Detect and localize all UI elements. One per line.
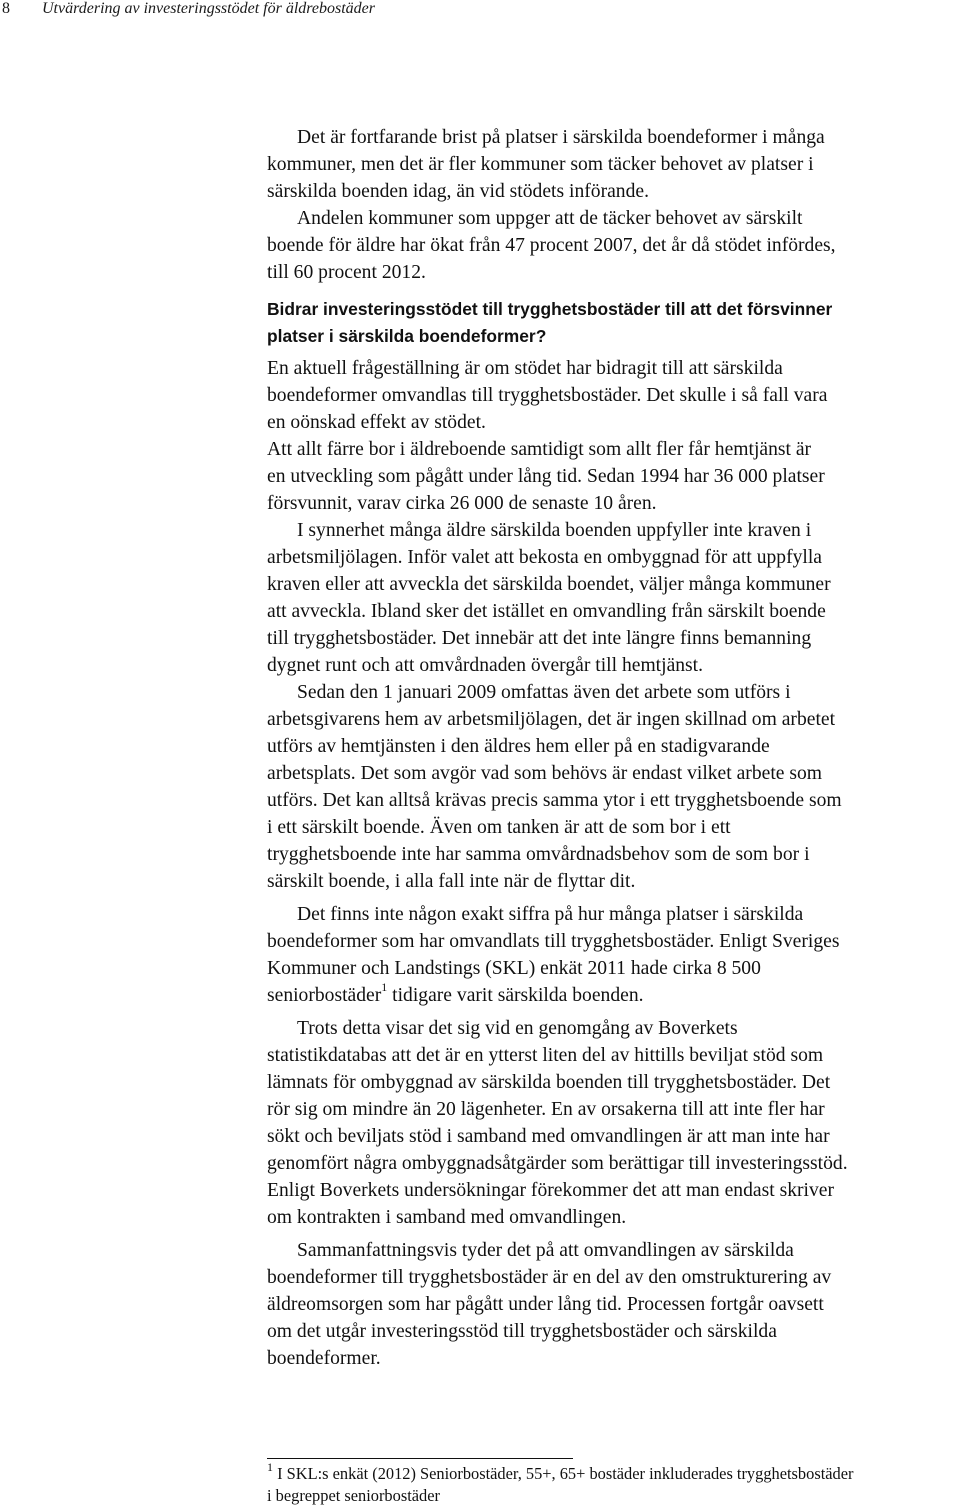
- section-heading: Bidrar investeringsstödet till trygghetsbostäder till att det försvinner platser i särskilda boendeformer?: [267, 299, 833, 346]
- footnote-text: I SKL:s enkät (2012) Seniorbostäder, 55+, 65+ bostäder inkluderades trygghetsbostäder i begreppet seniorbostäder: [267, 1464, 854, 1505]
- paragraph-6: Sedan den 1 januari 2009 omfattas även det arbete som utförs i arbetsgivarens hem av arbetsmiljölagen, det är ingen skillnad om arbetet utförs av hemtjänsten i den äldres hem eller på en stadigvarande arbetsplats. Det som avgör vad som behövs är endast vilket arbete som utförs. Det kan alltså krävas precis samma ytor i ett trygghetsboende som i ett särskilt boende. Även om tanken är att de som bor i ett trygghetsboende inte har samma omvårdnadsbehov som de som bor i särskilt boende, i alla fall inte när de flyttar dit.: [267, 682, 842, 892]
- paragraph-4: Att allt färre bor i äldreboende samtidigt som allt fler får hemtjänst är en utveckling som pågått under lång tid. Sedan 1994 har 36 000 platser försvunnit, varav cirka 26 000 de senaste 10 åren.: [267, 439, 825, 514]
- paragraph-7-text-end: tidigare varit särskilda boenden.: [387, 985, 644, 1006]
- paragraph-5: I synnerhet många äldre särskilda boenden uppfyller inte kraven i arbetsmiljölagen. Inför valet att bekosta en ombyggnad för att uppfylla kraven eller att avveckla det särskilda boendet, väljer många kommuner att avveckla. Ibland sker det istället en omvandling från särskilt boende till trygghetsbostäder. Det innebär att det inte längre finns bemanning dygnet runt och att omvårdnaden övergår till hemtjänst.: [267, 520, 831, 676]
- paragraph-3: En aktuell frågeställning är om stödet har bidragit till att särskilda boendeformer omvandlas till trygghetsbostäder. Det skulle i så fall vara en oönskad effekt av stödet.: [267, 358, 828, 433]
- paragraph-1: Det är fortfarande brist på platser i särskilda boendeformer i många kommuner, men det är fler kommuner som täcker behovet av platser i särskilda boenden idag, än vid stödets införande.: [267, 127, 825, 202]
- footnote: [267, 1459, 960, 1507]
- footnote-marker: 1: [267, 1459, 273, 1474]
- running-header-title: Utvärdering av investeringsstödet för äldrebostäder: [42, 0, 375, 17]
- page-number: 8: [2, 0, 10, 17]
- paragraph-8: Trots detta visar det sig vid en genomgång av Boverkets statistikdatabas att det är en ytterst liten del av hittills beviljat stöd som lämnats för ombyggnad av särskilda boenden till trygghetsbostäder. Det rör sig om mindre än 20 lägenheter. En av orsakerna till att inte fler har sökt och beviljats stöd i samband med omvandlingen är att man inte har genomfört några ombyggnadsåtgärder som berättigar till investeringsstöd. Enligt Boverkets undersökningar förekommer det att man endast skriver om kontrakten i samband med omvandlingen.: [267, 1018, 848, 1228]
- paragraph-7-text: Det finns inte någon exakt siffra på hur många platser i särskilda boendeformer som har omvandlats till trygghetsbostäder. Enligt Sveriges Kommuner och Landstings (SKL) enkät 2011 hade cirka 8 500 seniorbostäder: [267, 904, 840, 1006]
- paragraph-2: Andelen kommuner som uppger att de täcker behovet av särskilt boende för äldre har ökat från 47 procent 2007, det år då stödet infördes, till 60 procent 2012.: [267, 208, 836, 283]
- body-text: [267, 124, 960, 1372]
- footnote-reference[interactable]: 1: [381, 980, 388, 995]
- paragraph-7: [267, 901, 960, 1009]
- footnote-divider: [267, 1458, 573, 1459]
- paragraph-9: Sammanfattningsvis tyder det på att omvandlingen av särskilda boendeformer till trygghetsbostäder är en del av den omstrukturering av äldreomsorgen som har pågått under lång tid. Processen fortgår oavsett om det utgår investeringsstöd till trygghetsbostäder och särskilda boendeformer.: [267, 1240, 832, 1369]
